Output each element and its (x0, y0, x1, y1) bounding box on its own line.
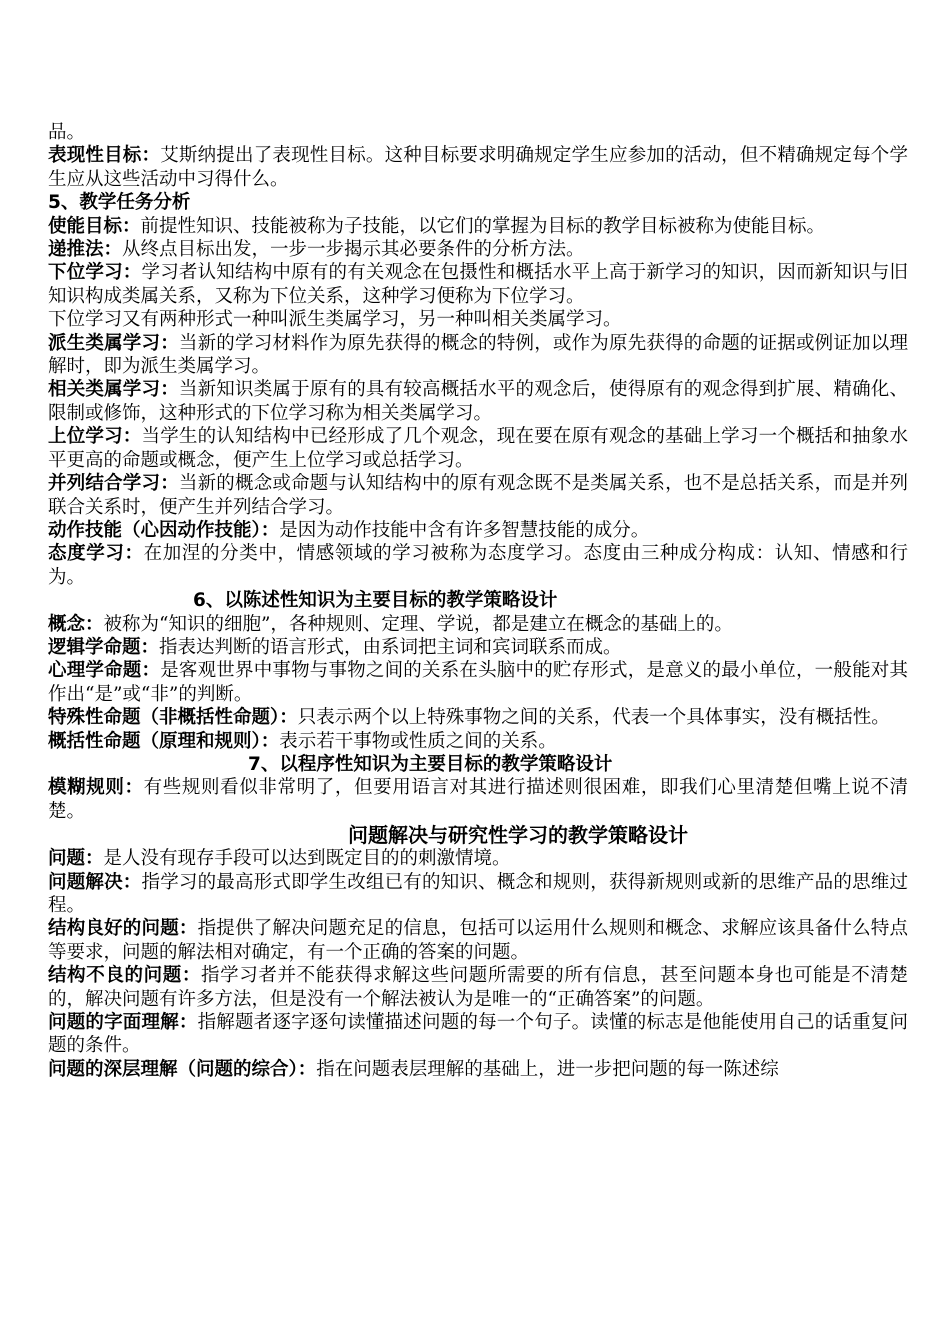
section-heading-procedural: 7、以程序性知识为主要目标的教学策略设计 (248, 753, 613, 775)
term: 概括性命题（原理和规则）： (48, 730, 280, 752)
paragraph-problem-solving: 问题解决：指学习的最高形式即学生改组已有的知识、概念和规则，获得新规则或新的思维产品的思维过程。 (48, 871, 908, 916)
paragraph-backward-method: 递推法：从终点目标出发，一步一步揭示其必要条件的分析方法。 (48, 239, 585, 261)
term: 心理学命题： (48, 660, 161, 682)
term: 并列结合学习： (48, 473, 179, 495)
term: 逻辑学命题： (48, 636, 160, 658)
term: 动作技能（心因动作技能）： (48, 519, 280, 541)
paragraph-logical-proposition: 逻辑学命题：指表达判断的语言形式，由系词把主词和宾词联系而成。 (48, 636, 622, 658)
paragraph-specific-proposition: 特殊性命题（非概括性命题）：只表示两个以上特殊事物之间的关系，代表一个具体事实，没有概括性。 (48, 707, 890, 729)
chapter-heading-problem-solving: 问题解决与研究性学习的教学策略设计 (348, 823, 688, 848)
term: 相关类属学习： (48, 379, 179, 401)
term: 问题的深层理解（问题的综合）： (48, 1058, 317, 1080)
term: 下位学习： (48, 262, 142, 284)
term: 结构良好的问题： (48, 918, 198, 940)
paragraph-expressive-objective: 表现性目标：艾斯纳提出了表现性目标。这种目标要求明确规定学生应参加的活动，但不精确规定每个学生应从这些活动中习得什么。 (48, 145, 908, 190)
paragraph-psychological-proposition: 心理学命题：是客观世界中事物与事物之间的关系在头脑中的贮存形式，是意义的最小单位，一般能对其作出“是”或“非”的判断。 (48, 660, 908, 705)
paragraph-continuation: 品。 (48, 122, 86, 143)
term: 态度学习： (48, 543, 144, 565)
term: 概念： (48, 613, 104, 635)
paragraph-literal-understanding: 问题的字面理解：指解题者逐字逐句读懂描述问题的每一个句子。读懂的标志是他能使用自己的话重复问题的条件。 (48, 1012, 908, 1057)
paragraph-well-structured: 结构良好的问题：指提供了解决问题充足的信息，包括可以运用什么规则和概念、求解应该具备什么特点等要求，问题的解法相对确定，有一个正确的答案的问题。 (48, 918, 908, 963)
paragraph-deep-understanding: 问题的深层理解（问题的综合）：指在问题表层理解的基础上，进一步把问题的每一陈述综 (48, 1058, 779, 1080)
section-heading-declarative: 6、以陈述性知识为主要目标的教学策略设计 (193, 590, 558, 612)
term: 上位学习： (48, 426, 142, 448)
paragraph-combinatorial-learning: 并列结合学习：当新的概念或命题与认知结构中的原有观念既不是类属关系，也不是总括关系，而是并列联合关系时，便产生并列结合学习。 (48, 473, 908, 518)
paragraph-ill-structured: 结构不良的问题：指学习者并不能获得求解这些问题所需要的所有信息，甚至问题本身也可能是不清楚的，解决问题有许多方法，但是没有一个解法被认为是唯一的“正确答案”的问题。 (48, 965, 908, 1010)
paragraph-subordinate-learning: 下位学习：学习者认知结构中原有的有关观念在包摄性和概括水平上高于新学习的知识，因而新知识与旧知识构成类属关系，又称为下位关系，这种学习便称为下位学习。 (48, 262, 908, 307)
paragraph-motor-skills: 动作技能（心因动作技能）：是因为动作技能中含有许多智慧技能的成分。 (48, 519, 650, 541)
paragraph-concept: 概念：被称为“知识的细胞”，各种规则、定理、学说，都是建立在概念的基础上的。 (48, 613, 733, 635)
paragraph-attitude-learning: 态度学习：在加涅的分类中，情感领域的学习被称为态度学习。态度由三种成分构成：认知、情感和行为。 (48, 543, 908, 588)
term: 模糊规则： (48, 777, 144, 799)
term: 表现性目标： (48, 145, 161, 167)
paragraph-fuzzy-rules: 模糊规则：有些规则看似非常明了，但要用语言对其进行描述则很困难，即我们心里清楚但嘴上说不清楚。 (48, 777, 908, 822)
paragraph-correlative-subsumption: 相关类属学习：当新知识类属于原有的具有较高概括水平的观念后，使得原有的观念得到扩展、精确化、限制或修饰，这种形式的下位学习称为相关类属学习。 (48, 379, 908, 424)
section-heading-task-analysis: 5、教学任务分析 (48, 192, 191, 214)
paragraph-superordinate-learning: 上位学习：当学生的认知结构中已经形成了几个观念，现在要在原有观念的基础上学习一个概括和抽象水平更高的命题或概念，便产生上位学习或总括学习。 (48, 426, 908, 471)
paragraph-subordinate-forms: 下位学习又有两种形式一种叫派生类属学习，另一种叫相关类属学习。 (48, 309, 622, 331)
term: 问题解决： (48, 871, 142, 893)
paragraph-enabling-objective: 使能目标：前提性知识、技能被称为子技能，以它们的掌握为目标的教学目标被称为使能目标。 (48, 215, 826, 237)
term: 问题： (48, 848, 104, 870)
paragraph-general-proposition: 概括性命题（原理和规则）：表示若干事物或性质之间的关系。 (48, 730, 557, 752)
paragraph-problem: 问题：是人没有现存手段可以达到既定目的的刺激情境。 (48, 848, 511, 870)
term: 特殊性命题（非概括性命题）： (48, 707, 298, 729)
term: 结构不良的问题： (48, 965, 201, 987)
term: 派生类属学习： (48, 332, 179, 354)
term: 递推法： (48, 239, 123, 261)
term: 使能目标： (48, 215, 141, 237)
term: 问题的字面理解： (48, 1012, 198, 1034)
paragraph-derivative-subsumption: 派生类属学习：当新的学习材料作为原先获得的概念的特例，或作为原先获得的命题的证据或例证加以理解时，即为派生类属学习。 (48, 332, 908, 378)
